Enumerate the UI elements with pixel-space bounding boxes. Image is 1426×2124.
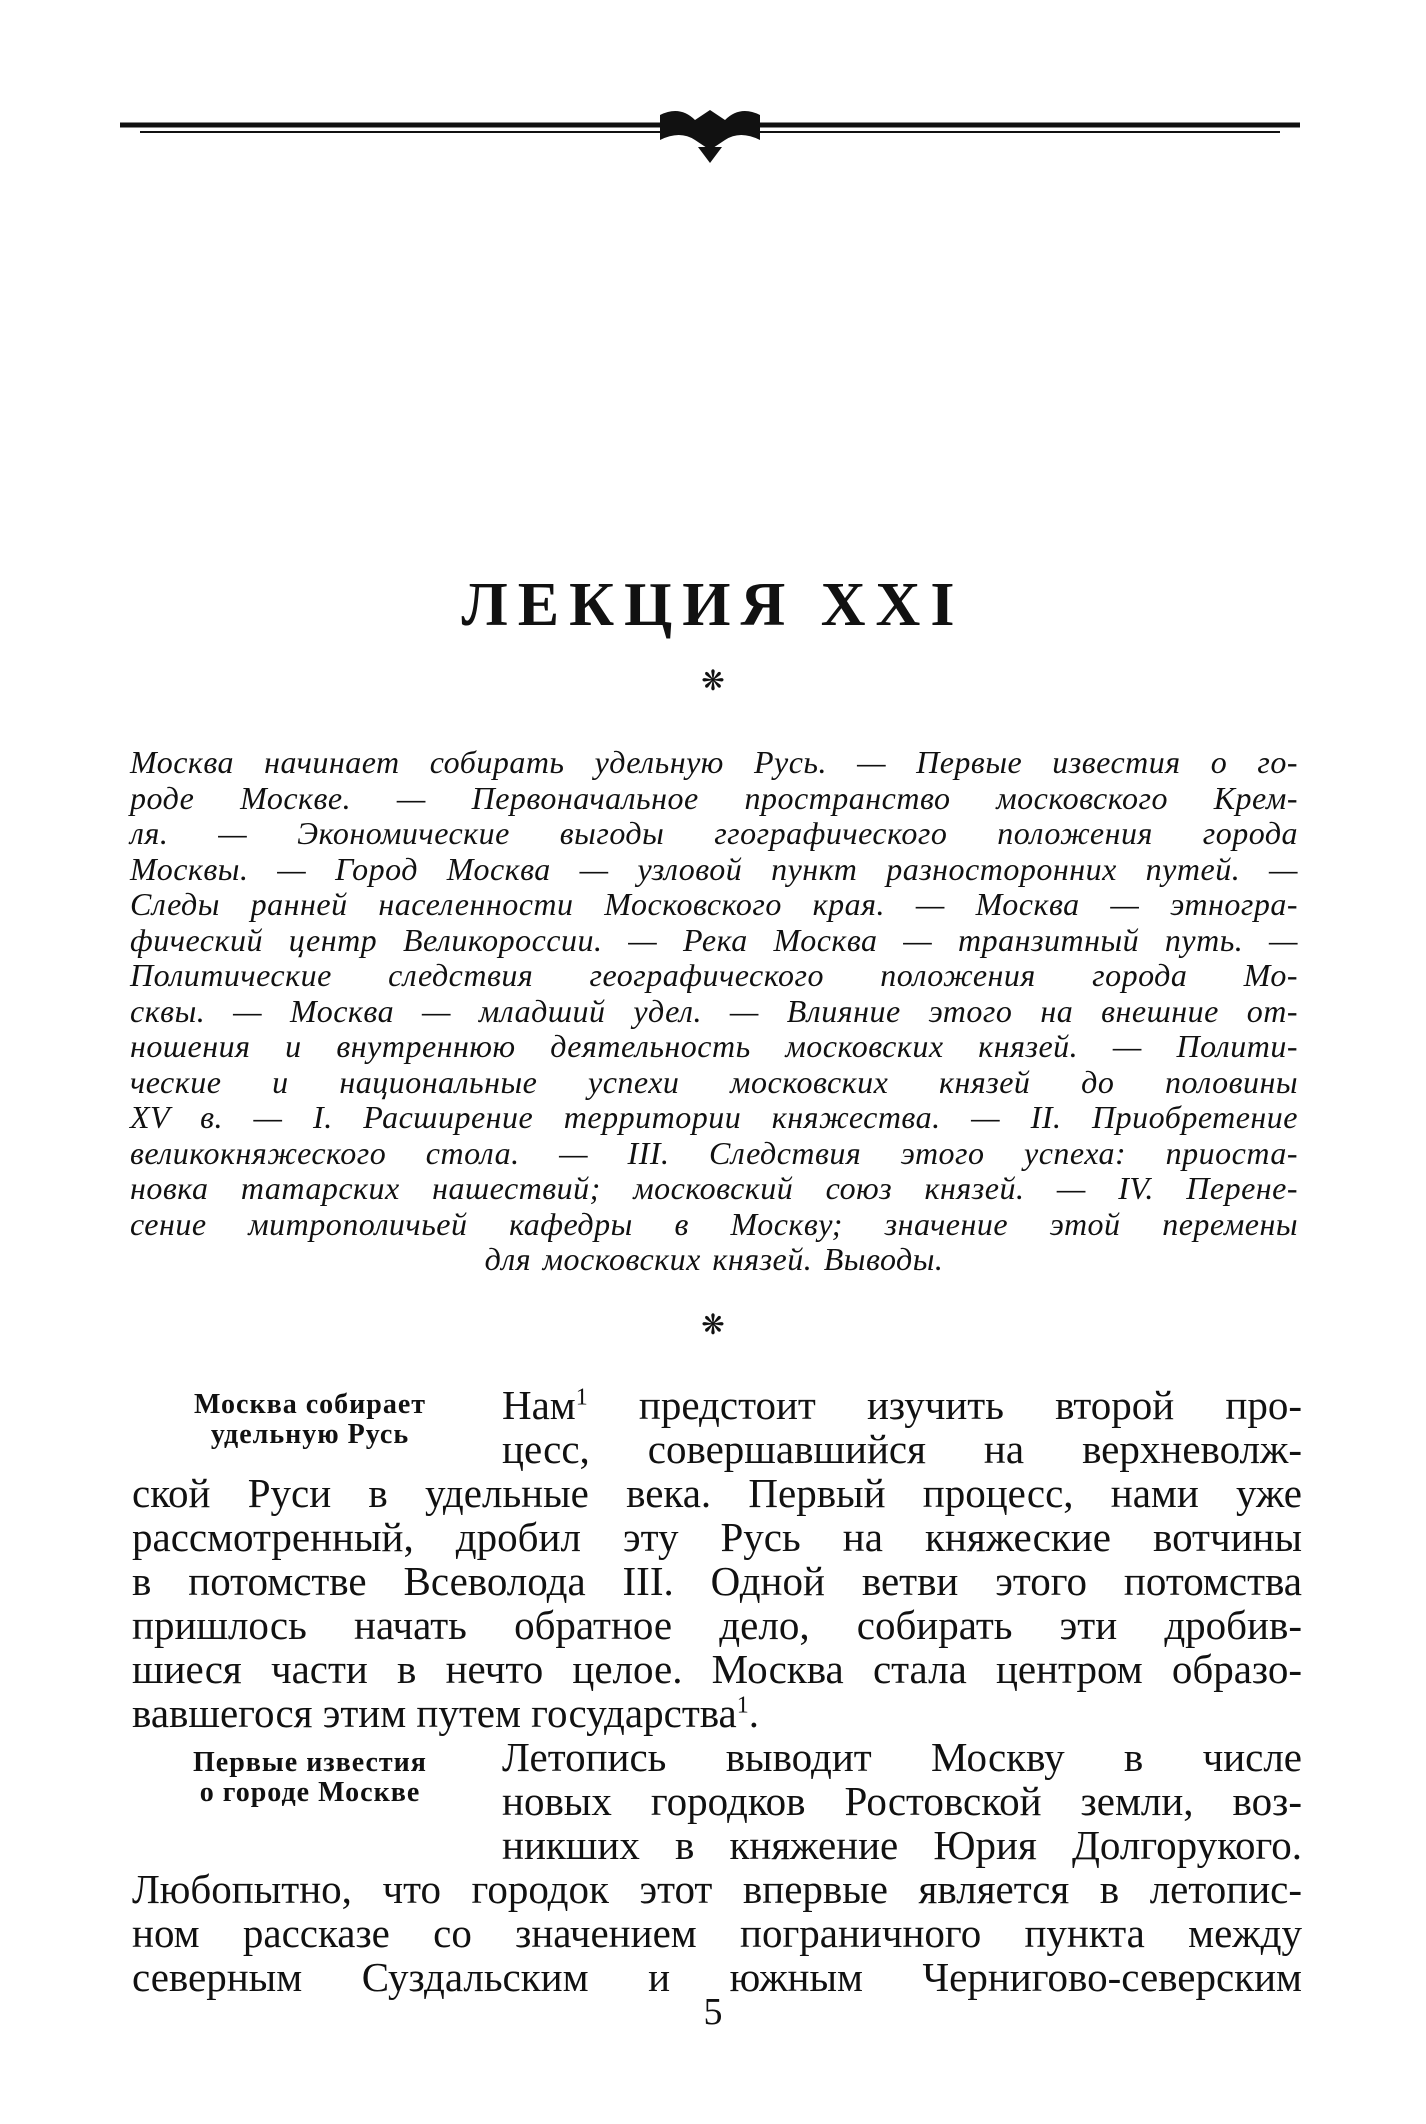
summary-line: Москвы. — Город Москва — узловой пункт разносторонних путей. — — [130, 850, 1298, 887]
summary-line: роде Москве. — Первоначальное пространство московского Крем- — [130, 779, 1298, 816]
summary-line: Следы ранней населенности Московского края. — Москва — этногра- — [130, 886, 1298, 922]
summary-line: XV в. — I. Расширение территории княжества. — II. Приобретение — [130, 1099, 1298, 1135]
text-run: Нам — [502, 1382, 576, 1428]
footnote-ref[interactable]: 1 — [575, 1384, 588, 1411]
footnote-ref[interactable]: 1 — [736, 1692, 749, 1719]
body-line — [132, 1691, 1302, 1735]
summary-line: новка татарских нашествий; московский союз князей. — IV. Перене- — [130, 1170, 1298, 1206]
body-line: шиеся части в нечто целое. Москва стала центром образо- — [132, 1646, 1302, 1692]
lecture-summary — [130, 745, 1298, 1278]
summary-line: ля. — Экономические выгоды ггографического положения города — [130, 815, 1298, 851]
margin-heading-line: о городе Москве — [199, 1777, 421, 1808]
margin-heading-line: удельную Русь — [210, 1419, 410, 1450]
summary-line: для московских князей. Выводы. — [484, 1241, 944, 1277]
body-line: новых городков Ростовской земли, воз- — [502, 1778, 1302, 1824]
body-line: Летопись выводит Москву в числе — [502, 1734, 1302, 1780]
body-line: ской Руси в удельные века. Первый процесс, нами уже — [132, 1470, 1302, 1516]
body-line: пришлось начать обратное дело, собирать эти дробив- — [132, 1602, 1302, 1648]
body-line: цесс, совершавшийся на верхневолж- — [502, 1426, 1302, 1472]
summary-line: ческие и национальные успехи московских князей до половины — [130, 1063, 1298, 1100]
body-line: рассмотренный, дробил эту Русь на княжеские вотчины — [132, 1514, 1302, 1560]
ornament-head-rule — [120, 95, 1300, 165]
body-line: никших в княжение Юрия Долгорукого. — [502, 1822, 1302, 1868]
summary-line: ношения и внутреннюю деятельность московских князей. — Полити- — [130, 1028, 1298, 1064]
summary-line: Политические следствия географического положения города Мо- — [130, 957, 1298, 993]
summary-line: фический центр Великороссии. — Река Москва — транзитный путь. — — [130, 921, 1298, 958]
text-run: предстоит изучить второй про- — [587, 1382, 1302, 1428]
margin-heading-line: Москва собирает — [193, 1389, 427, 1420]
asterism-bottom: ❋ — [701, 1310, 725, 1341]
body-line: Любопытно, что городок этот впервые является в летопис- — [132, 1866, 1302, 1912]
margin-heading-line: Первые известия — [193, 1747, 427, 1778]
summary-line: великокняжеского стола. — III. Следствия этого успеха: приоста- — [130, 1134, 1298, 1171]
body-line: северным Суздальским и южным Чернигово-северским — [132, 1954, 1302, 2000]
summary-line: сквы. — Москва — младший удел. — Влияние этого на внешние от- — [130, 992, 1298, 1029]
body-text — [132, 1383, 1302, 1999]
text-run: . — [748, 1690, 759, 1736]
summary-line: Москва начинает собирать удельную Русь. — Первые известия о го- — [130, 744, 1298, 780]
page-number: 5 — [703, 1991, 723, 2033]
text-run: вавшегося этим путем государства — [132, 1690, 737, 1736]
body-line: ном рассказе со значением пограничного пункта между — [132, 1910, 1302, 1956]
summary-line: сение митрополичьей кафедры в Москву; значение этой перемены — [130, 1205, 1298, 1242]
body-line: в потомстве Всеволода III. Одной ветви этого потомства — [132, 1558, 1302, 1604]
body-line — [502, 1383, 1302, 1427]
asterism-top: ❋ — [701, 666, 725, 697]
lecture-title: ЛЕКЦИЯ XXI — [461, 571, 965, 639]
